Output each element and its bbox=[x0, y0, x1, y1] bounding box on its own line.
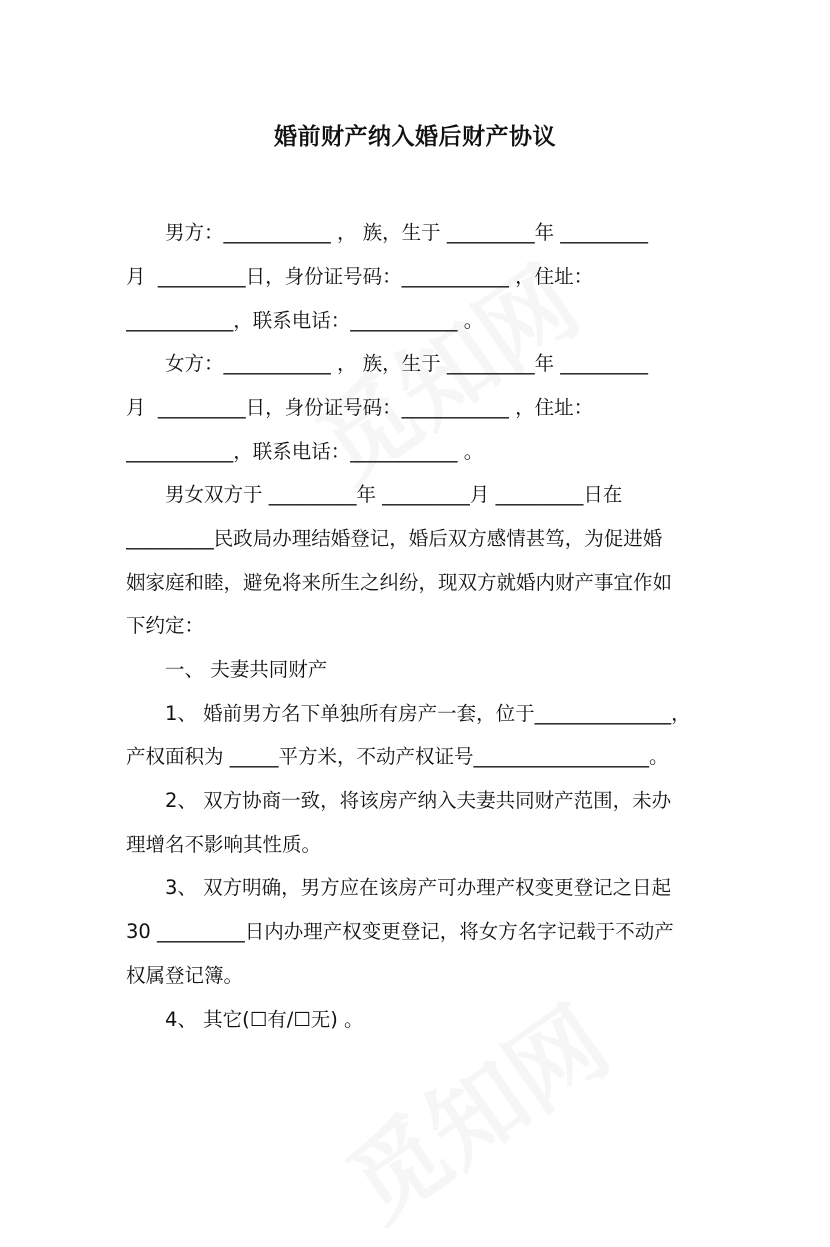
text-line-male-info-2: 月 _________日，身份证号码：___________ ，住址： bbox=[126, 265, 594, 288]
text-line-male-info-3: ___________，联系电话：___________ 。 bbox=[126, 309, 484, 332]
clause-2-line-2: 理增名不影响其性质。 bbox=[126, 833, 322, 856]
text-line-female-info-2: 月 _________日，身份证号码：___________ ，住址： bbox=[126, 396, 594, 419]
document-title: 婚前财产纳入婚后财产协议 bbox=[274, 124, 556, 150]
clause-3-line-1: 3、 双方明确，男方应在该房产可办理产权变更登记之日起 bbox=[126, 876, 672, 899]
clause-1-line-1: 1、 婚前男方名下单独所有房产一套，位于______________， bbox=[126, 702, 691, 725]
text-line-marriage-3: 姻家庭和睦，避免将来所生之纠纷，现双方就婚内财产事宜作如 bbox=[126, 571, 673, 594]
clause-4-line-1: 4、 其它(☐有/☐无) 。 bbox=[126, 1008, 364, 1031]
clause-1-line-2: 产权面积为 _____平方米，不动产权证号__________________。 bbox=[126, 745, 669, 768]
section-heading-joint-property: 一、 夫妻共同财产 bbox=[126, 658, 328, 681]
text-line-male-info-1: 男方：___________ ， 族，生于 _________年 _________ bbox=[126, 221, 649, 244]
text-line-marriage-4: 下约定： bbox=[126, 614, 205, 637]
clause-2-line-1: 2、 双方协商一致，将该房产纳入夫妻共同财产范围，未办 bbox=[126, 789, 672, 812]
text-line-female-info-1: 女方：___________ ， 族，生于 _________年 _________ bbox=[126, 352, 649, 375]
text-line-female-info-3: ___________，联系电话：___________ 。 bbox=[126, 440, 484, 463]
text-line-marriage-1: 男女双方于 _________年 _________月 _________日在 bbox=[126, 483, 623, 506]
clause-3-line-2: 30 _________日内办理产权变更登记，将女方名字记载于不动产 bbox=[126, 920, 674, 943]
clause-3-line-3: 权属登记簿。 bbox=[126, 964, 244, 987]
text-line-marriage-2: _________民政局办理结婚登记，婚后双方感情甚笃，为促进婚 bbox=[126, 527, 663, 550]
